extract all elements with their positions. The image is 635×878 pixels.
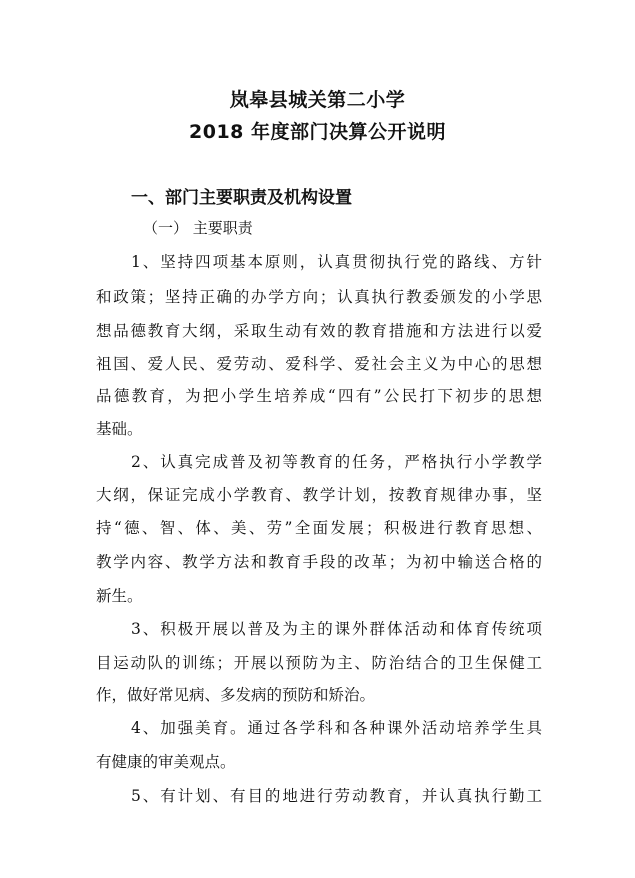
paragraph-5-line-1: 5、有计划、有目的地进行劳动教育，并认真执行勤工 <box>131 787 542 805</box>
paragraph-3-line-1: 3、积极开展以普及为主的课外群体活动和体育传统项 <box>131 620 542 638</box>
section-heading: 一、部门主要职责及机构设置 <box>131 188 352 208</box>
paragraph-2-line-2: 大纲，保证完成小学教育、教学计划，按教育规律办事，坚 <box>96 486 542 504</box>
paragraph-2-line-1: 2、认真完成普及初等教育的任务，严格执行小学教学 <box>131 453 542 471</box>
document-subtitle: 2018 年度部门决算公开说明 <box>189 121 446 143</box>
paragraph-2-line-5: 新生。 <box>96 587 143 605</box>
subsection-heading: （一） 主要职责 <box>143 219 253 237</box>
paragraph-1-line-6: 基础。 <box>96 420 143 438</box>
paragraph-3-line-2: 目运动队的训练；开展以预防为主、防治结合的卫生保健工 <box>96 654 542 672</box>
paragraph-3-line-3: 作，做好常见病、多发病的预防和矫治。 <box>96 686 376 704</box>
paragraph-1-line-4: 祖国、爱人民、爱劳动、爱科学、爱社会主义为中心的思想 <box>96 355 542 373</box>
document-title: 岚皋县城关第二小学 <box>229 89 406 111</box>
paragraph-1-line-5: 品德教育，为把小学生培养成“四有”公民打下初步的思想 <box>96 387 542 405</box>
paragraph-1-line-3: 想品德教育大纲，采取生动有效的教育措施和方法进行以爱 <box>96 322 542 340</box>
paragraph-2-line-4: 教学内容、教学方法和教育手段的改革；为初中输送合格的 <box>96 553 542 571</box>
paragraph-1-line-2: 和政策；坚持正确的办学方向；认真执行教委颁发的小学思 <box>96 288 542 306</box>
paragraph-4-line-1: 4、加强美育。通过各学科和各种课外活动培养学生具 <box>131 719 542 737</box>
paragraph-2-line-3: 持“德、智、体、美、劳”全面发展；积极进行教育思想、 <box>96 519 542 537</box>
paragraph-1-line-1: 1、坚持四项基本原则，认真贯彻执行党的路线、方针 <box>131 253 542 271</box>
paragraph-4-line-2: 有健康的审美观点。 <box>96 753 236 771</box>
